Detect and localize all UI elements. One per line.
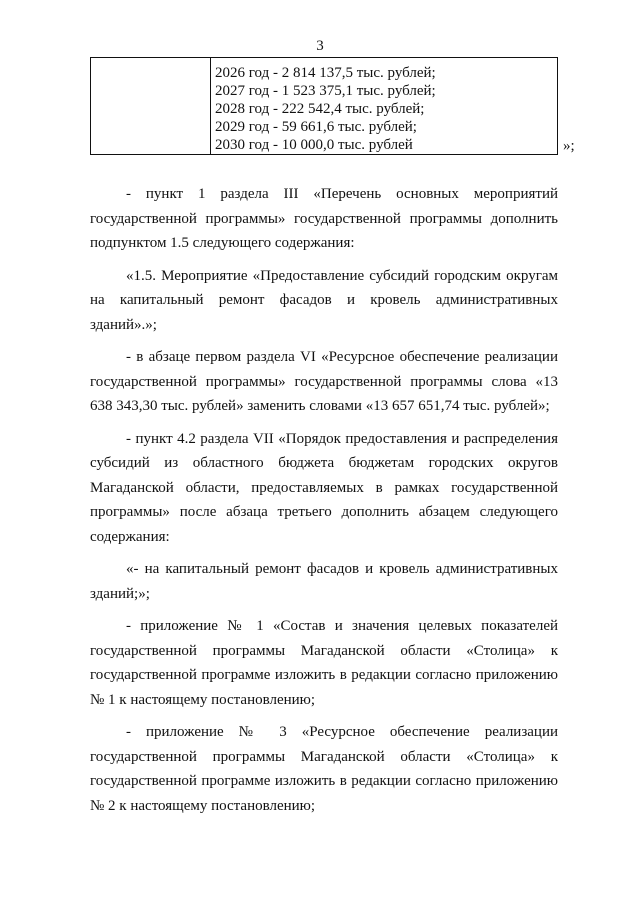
paragraph: «1.5. Мероприятие «Предоставление субсидий городским округам на капитальный ремонт фасадов и кровель административных зданий».»; [90, 267, 558, 333]
table-row: 2026 год - 2 814 137,5 тыс. рублей; [215, 65, 436, 81]
paragraph: - приложение № 3 «Ресурсное обеспечение реализации государственной программы Магаданской области «Столица» к государственной программе изложить в редакции согласно приложению № 2 к настоящему постановлению; [90, 724, 558, 814]
table-column-divider [210, 58, 211, 154]
funding-table [90, 57, 558, 155]
table-row: 2027 год - 1 523 375,1 тыс. рублей; [215, 83, 436, 99]
table-row: 2028 год - 222 542,4 тыс. рублей; [215, 101, 425, 117]
table-row: 2030 год - 10 000,0 тыс. рублей [215, 137, 413, 153]
document-body [90, 182, 558, 826]
paragraph: «- на капитальный ремонт фасадов и кровель административных зданий;»; [90, 561, 558, 602]
closing-quote-mark: »; [563, 138, 575, 154]
paragraph: - пункт 4.2 раздела VII «Порядок предоставления и распределения субсидий из областного бюджета бюджетам городских округов Магаданской области, предоставляемых в рамках государственной программы» после абзаца третьего дополнить абзацем следующего содержания: [90, 430, 558, 545]
paragraph: - приложение № 1 «Состав и значения целевых показателей государственной программы Магаданской области «Столица» к государственной программе изложить в редакции согласно приложению № 1 к настоящему постановлению; [90, 618, 558, 708]
table-row: 2029 год - 59 661,6 тыс. рублей; [215, 119, 417, 135]
page-number: 3 [316, 38, 324, 54]
paragraph: - пункт 1 раздела III «Перечень основных мероприятий государственной программы» государственной программы дополнить подпунктом 1.5 следующего содержания: [90, 186, 558, 251]
table-cell-funding [215, 64, 553, 154]
paragraph: - в абзаце первом раздела VI «Ресурсное обеспечение реализации государственной программы» государственной программы слова «13 638 343,30 тыс. рублей» заменить словами «13 657 651,74 тыс. рублей»; [90, 349, 558, 414]
